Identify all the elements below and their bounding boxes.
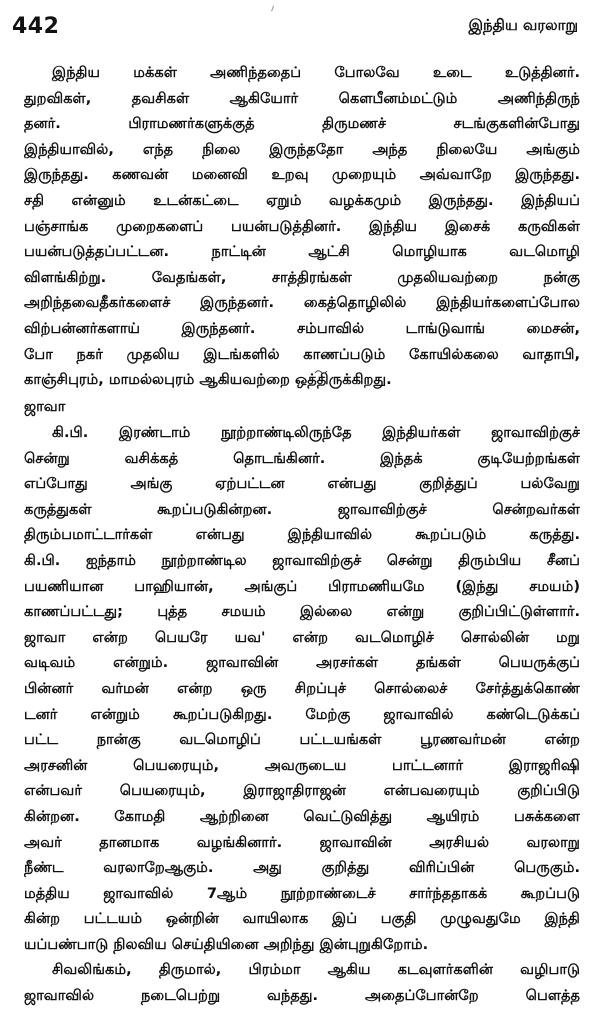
text-line: நீண்ட வரலாறேஆகும். அது குறித்து விரிப்பின் பெருகும்.: [24, 859, 580, 877]
text-line: காஞ்சிபுரம், மாமல்லபுரம் ஆகியவற்றை ஒத்திருக்கிறது.: [24, 371, 392, 389]
text-line: கருத்துகள் கூறப்படுகின்றன. ஜாவாவிற்குச் சென்றவர்கள்: [24, 500, 580, 518]
text-line: எப்போது அங்கு ஏற்பட்டன என்பது குறித்துப் பல்வேறு: [24, 475, 580, 493]
page-number: 442: [12, 14, 60, 39]
text-line: பயணியான பாஹியான், அங்குப் பிராமணியமே (இந்து சமயம்): [24, 577, 580, 595]
text-line: அரசனின் பெயரையும், அவருடைய பாட்டனார் இராஜரிஷி: [24, 756, 580, 774]
page-header: [0, 0, 600, 44]
paragraph-worship: [24, 957, 580, 1008]
text-line: கின்றன. கோமதி ஆற்றினை வெட்டுவித்து ஆயிரம் பசுக்களை: [24, 807, 580, 825]
text-line: திரும்பமாட்டார்கள் என்பது இந்தியாவில் கூறப்படும் கருத்து.: [24, 526, 580, 544]
text-line: பின்னர் வர்மன் என்ற ஒரு சிறப்புச் சொல்லைச் சேர்த்துக்கொண்: [24, 679, 580, 697]
text-line: போ நகர் முதலிய இடங்களில் காணப்படும் கோயில்கலை வாதாபி,: [24, 345, 580, 363]
text-line: துறவிகள், தவசிகள் ஆகியோர் கௌபீனம்மட்டும் அணிந்திருந்: [24, 89, 580, 107]
text-line: சென்று வசிக்கத் தொடங்கினர். இந்தக் குடியேற்றங்கள்: [24, 449, 580, 467]
text-line: சதி என்னும் உடன்கட்டை ஏறும் வழக்கமும் இருந்தது. இந்தியப்: [24, 191, 580, 209]
paragraph: [24, 957, 580, 1008]
text-line: பயன்படுத்தப்பட்டன. நாட்டின் ஆட்சி மொழியாக வடமொழி: [24, 243, 580, 261]
running-head: இந்திய வரலாறு: [468, 16, 578, 34]
text-line: இருந்தது. கணவன் மனைவி உறவு முறையும் அவ்வாறே இருந்தது.: [24, 166, 580, 184]
text-line: சிவலிங்கம், திருமால், பிரம்மா ஆகிய கடவுளர்களின் வழிபாடு: [52, 961, 580, 978]
text-line: பஞ்சாங்க முறைகளைப் பயன்படுத்தினர். இந்திய இசைக் கருவிகள்: [24, 217, 580, 235]
text-line: விளங்கிற்று. வேதங்கள், சாத்திரங்கள் முதலியவற்றை நன்கு: [24, 268, 580, 286]
ink-smudge: [314, 368, 328, 376]
text-line: தனர். பிராமணர்களுக்குத் திருமணச் சடங்குகளின்போது: [24, 115, 580, 133]
text-line: யப்பண்பாடு நிலவிய செய்தியினை அறிந்து இன்புறுகிறோம்.: [24, 935, 429, 953]
text-line: கி.பி. ஐந்தாம் நூற்றாண்டில ஜாவாவிற்குச் சென்று திரும்பிய சீனப்: [24, 551, 580, 569]
paragraph-java-history: [24, 420, 580, 957]
text-line: ஜாவா என்ற பெயரே யவ' என்ற வடமொழிச் சொல்லின் மறு: [24, 628, 580, 646]
text-line: கி.பி. இரண்டாம் நூற்றாண்டிலிருந்தே இந்தியர்கள் ஜாவாவிற்குச்: [52, 424, 580, 441]
text-line: விற்பன்னர்களாய் இருந்தனர். சம்பாவில் டாங்டுவாங் மைசன்,: [24, 319, 580, 337]
ink-mark: [271, 5, 277, 12]
text-line: டனர் என்றும் கூறப்படுகிறது. மேற்கு ஜாவாவில் கண்டெடுக்கப்: [24, 705, 580, 723]
text-line: பட்ட நான்கு வடமொழிப் பட்டயங்கள் பூரணவர்மன் என்ற: [24, 731, 580, 749]
paragraph-clothing-customs: [24, 60, 580, 393]
text-line: அறிந்தவைதீகர்களைச் இருந்தனர். கைத்தொழிலில் இந்தியர்களைப்போல: [24, 294, 580, 312]
text-line: மத்திய ஜாவாவில் 7ஆம் நூற்றாண்டைச் சார்ந்ததாகக் கூறப்படு: [24, 884, 580, 902]
text-line: ஜாவாவில் நடைபெற்று வந்தது. அதைப்போன்றே பௌத்த: [24, 986, 580, 1004]
text-line: இந்திய மக்கள் அணிந்ததைப் போலவே உடை உடுத்தினர்.: [52, 64, 580, 81]
text-line: என்பவர் பெயரையும், இராஜாதிராஜன் என்பவரையும் குறிப்பிடு: [24, 782, 580, 800]
text-line: காணப்பட்டது; புத்த சமயம் இல்லை என்று குறிப்பிட்டுள்ளார்.: [24, 603, 580, 621]
text-line: கின்ற பட்டயம் ஒன்றின் வாயிலாக இப் பகுதி முழுவதுமே இந்தி: [24, 910, 580, 928]
text-line: இந்தியாவில், எந்த நிலை இருந்ததோ அந்த நிலையே அங்கும்: [24, 140, 580, 158]
section-heading: ஜாவா: [24, 398, 66, 415]
paragraph: [24, 420, 580, 957]
text-line: அவர் தானமாக வழங்கினார். ஜாவாவின் அரசியல் வரலாறு: [24, 833, 580, 851]
paragraph: [24, 60, 580, 393]
text-line: வடிவம் என்றும். ஜாவாவின் அரசர்கள் தங்கள் பெயருக்குப்: [24, 654, 580, 672]
